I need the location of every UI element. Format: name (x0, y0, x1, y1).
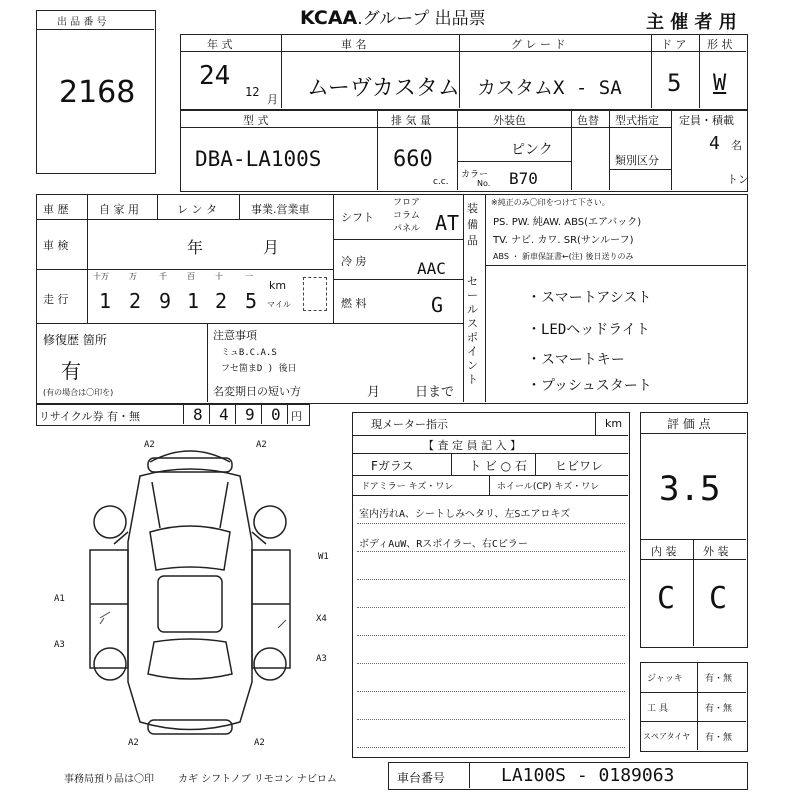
km-unit: km (269, 279, 287, 292)
capacity-label: 定員・積載 (679, 114, 734, 127)
recycle-label: リサイクル券 有・無 (39, 410, 140, 423)
glass-label: Fガラス (371, 459, 414, 473)
type-designation-label: 型式指定 (615, 114, 659, 127)
ac-value: AAC (417, 259, 446, 278)
diagram-mark-left-lower: A3 (54, 640, 65, 650)
inspector-note-1: 室内汚れA、シートしみヘタリ、左Sエアロキズ (359, 509, 571, 520)
chassis-label: 車台番号 (397, 771, 446, 785)
history-option-rental: レ ン タ (177, 203, 217, 216)
accessories-box (640, 662, 748, 752)
model-value: DBA-LA100S (195, 147, 322, 171)
history-label: 車 歴 (43, 203, 69, 216)
recycle-digit-1: 8 (193, 405, 203, 424)
class-label: 類別区分 (615, 154, 659, 167)
color-label: 外装色 (493, 114, 526, 127)
spare-tire-value: 有・無 (705, 733, 733, 743)
repair-note: (有の場合は〇印を) (43, 388, 114, 397)
mile-unit: マイル (267, 300, 291, 309)
form-title (300, 4, 486, 29)
diagram-mark-rear-left: A2 (128, 738, 139, 748)
caution-handwritten-1: ミュB.C.A.S (221, 348, 277, 358)
equipment-line-2: TV. ナビ. カワ. SR(サンルーフ) (493, 235, 634, 246)
model-label: 型 式 (243, 114, 269, 127)
recycle-row (36, 404, 310, 426)
brand-logo: KCAA (300, 7, 358, 29)
jack-value: 有・無 (705, 674, 733, 684)
sales-point-1: ・スマートアシスト (527, 290, 652, 306)
year-value: 24 (199, 61, 231, 91)
mileage-grid (89, 271, 333, 323)
diagram-mark-right-upper: W1 (318, 552, 329, 562)
vehicle-name-value: ムーヴカスタム (307, 76, 460, 101)
glass-option-crack: ヒビワレ (555, 459, 604, 473)
month-unit: 月 (267, 93, 278, 106)
color-value: ピンク (511, 142, 553, 158)
score-label: 評 価 点 (667, 417, 711, 431)
capacity-value: 4 (709, 133, 720, 154)
rename-label: 名変期日の短い方 (213, 385, 301, 398)
mileage-digit-5: 2 (215, 289, 228, 313)
diagram-mark-right-mid: X4 (316, 614, 327, 624)
equipment-line-3: ABS ・ 新車保証書←(注) 後日送りのみ (493, 252, 634, 261)
sales-point-2: ・LEDヘッドライト (527, 322, 650, 338)
inspector-section (352, 412, 630, 758)
diagram-mark-rear-right: A2 (254, 738, 265, 748)
mileage-unit-1k: 千 (159, 272, 167, 281)
door-value: 5 (667, 69, 682, 97)
meter-label: 現メーター指示 (371, 418, 448, 431)
exterior-value: C (709, 581, 728, 616)
mileage-unit-1: 一 (245, 272, 253, 281)
meter-km-unit: km (605, 417, 623, 430)
vehicle-detail-block (36, 194, 748, 404)
keys-note: 事務局預り品は〇印 (64, 774, 154, 785)
mileage-digit-1: 1 (99, 289, 112, 313)
equipment-note: ※純正のみ〇印をつけて下さい。 (491, 198, 610, 207)
shift-value: AT (435, 211, 460, 235)
cc-value: 660 (393, 147, 433, 172)
shift-label: シフト (341, 211, 374, 224)
year-label: 年 式 (207, 38, 233, 51)
mileage-unit-100k: 十万 (93, 272, 109, 281)
inspector-note-2: ボディAuW、Rスポイラー、右Cピラー (359, 539, 528, 550)
caution-label: 注意事項 (213, 329, 257, 342)
interior-label: 内 装 (651, 545, 677, 558)
capacity-unit: 名 (731, 139, 742, 152)
title-text: .グループ 出品票 (357, 9, 486, 29)
repair-label: 修復歴 箇所 (43, 333, 107, 347)
repair-value: 有 (61, 359, 81, 383)
key-items: カギ シフトノブ リモコン ナビロム (178, 774, 337, 785)
rename-month-unit: 月 (367, 385, 381, 400)
fuel-value: G (431, 293, 444, 317)
month-value: 12 (245, 85, 260, 99)
score-box (640, 412, 748, 648)
vehicle-row-2 (180, 110, 748, 192)
color-no-label: No. (477, 179, 491, 188)
lot-number-box (36, 10, 156, 174)
grade-value: カスタムX - SA (477, 77, 622, 99)
name-label: 車 名 (341, 38, 367, 51)
ton-unit: トン (727, 173, 749, 186)
tools-label: 工 具 (647, 704, 668, 714)
tools-value: 有・無 (705, 704, 733, 714)
score-value: 3.5 (659, 469, 721, 509)
wheel-label: ホイール(CP) キズ・ワレ (497, 482, 600, 492)
equipment-label: 装備品 (467, 202, 478, 247)
car-damage-diagram (40, 432, 340, 762)
shape-label: 形 状 (707, 38, 733, 51)
cc-unit: c.c. (433, 177, 449, 187)
color-change-label: 色替 (577, 114, 599, 127)
mileage-digit-2: 2 (129, 289, 142, 313)
sales-point-label: セールスポイント (467, 275, 478, 386)
equipment-line-1: PS. PW. 純AW. ABS(エアバック) (493, 217, 642, 228)
shaken-label: 車 検 (43, 239, 69, 252)
rename-day-unit: 日まで (415, 385, 455, 400)
recycle-digit-2: 4 (219, 405, 229, 424)
door-label: ド ア (661, 38, 687, 51)
vehicle-row-1 (180, 34, 748, 110)
diagram-mark-front-left: A2 (144, 440, 155, 450)
history-option-business: 事業.営業車 (251, 203, 310, 216)
host-label: 主 催 者 用 (646, 12, 737, 33)
lot-number-value: 2168 (59, 75, 136, 110)
grade-label: グ レ ー ド (511, 38, 566, 51)
shaken-year-unit: 年 (187, 238, 204, 257)
mileage-label: 走 行 (43, 293, 69, 306)
shaken-month-unit: 月 (263, 238, 280, 257)
mileage-unit-10: 十 (215, 272, 223, 281)
recycle-yen-unit: 円 (291, 410, 302, 423)
chassis-value: LA100S - 0189063 (501, 765, 675, 786)
shift-option-floor: フロア (393, 198, 421, 208)
ac-label: 冷 房 (341, 255, 367, 268)
spare-tire-label: スペアタイヤ (643, 732, 691, 741)
recycle-digit-4: 0 (271, 405, 281, 424)
cc-label: 排 気 量 (391, 114, 431, 127)
mileage-digit-6: 5 (245, 289, 258, 313)
interior-value: C (657, 581, 676, 616)
mileage-digit-3: 9 (159, 289, 172, 313)
mileage-digit-4: 1 (187, 289, 200, 313)
shift-option-panel: パネル (393, 224, 421, 234)
chassis-box (388, 762, 748, 790)
color-code-label: カラー (461, 170, 489, 180)
color-code-value: B70 (509, 169, 538, 188)
history-option-private: 自 家 用 (99, 203, 139, 216)
inspector-section-label: 【 査 定 員 記 入 】 (423, 439, 521, 452)
exterior-label: 外 装 (703, 545, 729, 558)
recycle-digit-3: 9 (245, 405, 255, 424)
fuel-label: 燃 料 (341, 297, 367, 310)
sales-point-4: ・プッシュスタート (527, 378, 652, 394)
lot-number-label: 出 品 番 号 (57, 17, 107, 28)
mileage-unit-10k: 万 (129, 272, 137, 281)
caution-handwritten-2: フセ箇まD ) 後日 (221, 364, 297, 374)
diagram-mark-right-lower: A3 (316, 654, 327, 664)
shift-option-column: コラム (393, 211, 420, 221)
mirror-label: ドアミラー キズ・ワレ (361, 482, 454, 492)
sales-point-3: ・スマートキー (527, 352, 625, 368)
shape-value: W (713, 71, 727, 96)
glass-option-chip: ト ビ ○ 石 (469, 459, 527, 473)
diagram-mark-left: A1 (54, 594, 65, 604)
jack-label: ジャッキ (647, 674, 683, 684)
diagram-mark-front-right: A2 (256, 440, 267, 450)
mileage-unit-100: 百 (187, 272, 195, 281)
